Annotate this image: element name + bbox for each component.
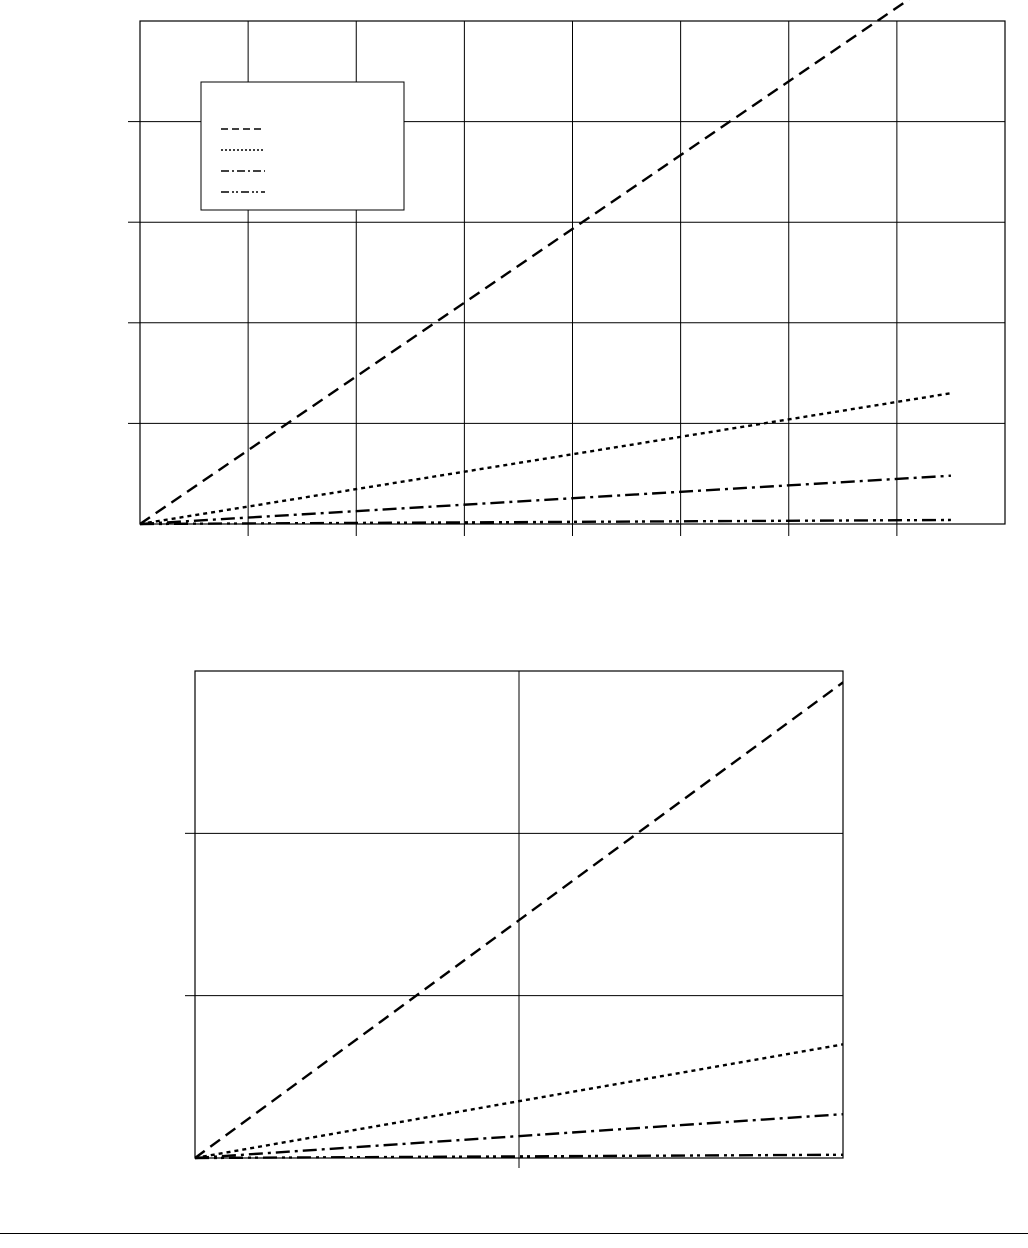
page-footer-rule: [0, 1233, 1028, 1234]
legend: [201, 82, 404, 210]
series-line-1-dashed: [140, 0, 951, 524]
chart-top: [128, 0, 1005, 536]
series-line-4-dash-dot-dot: [140, 520, 951, 524]
legend-box: [201, 82, 404, 210]
chart-bottom: [185, 671, 843, 1168]
series-line-2-dotted: [140, 393, 951, 524]
series-line-3-dash-dot: [140, 476, 951, 524]
